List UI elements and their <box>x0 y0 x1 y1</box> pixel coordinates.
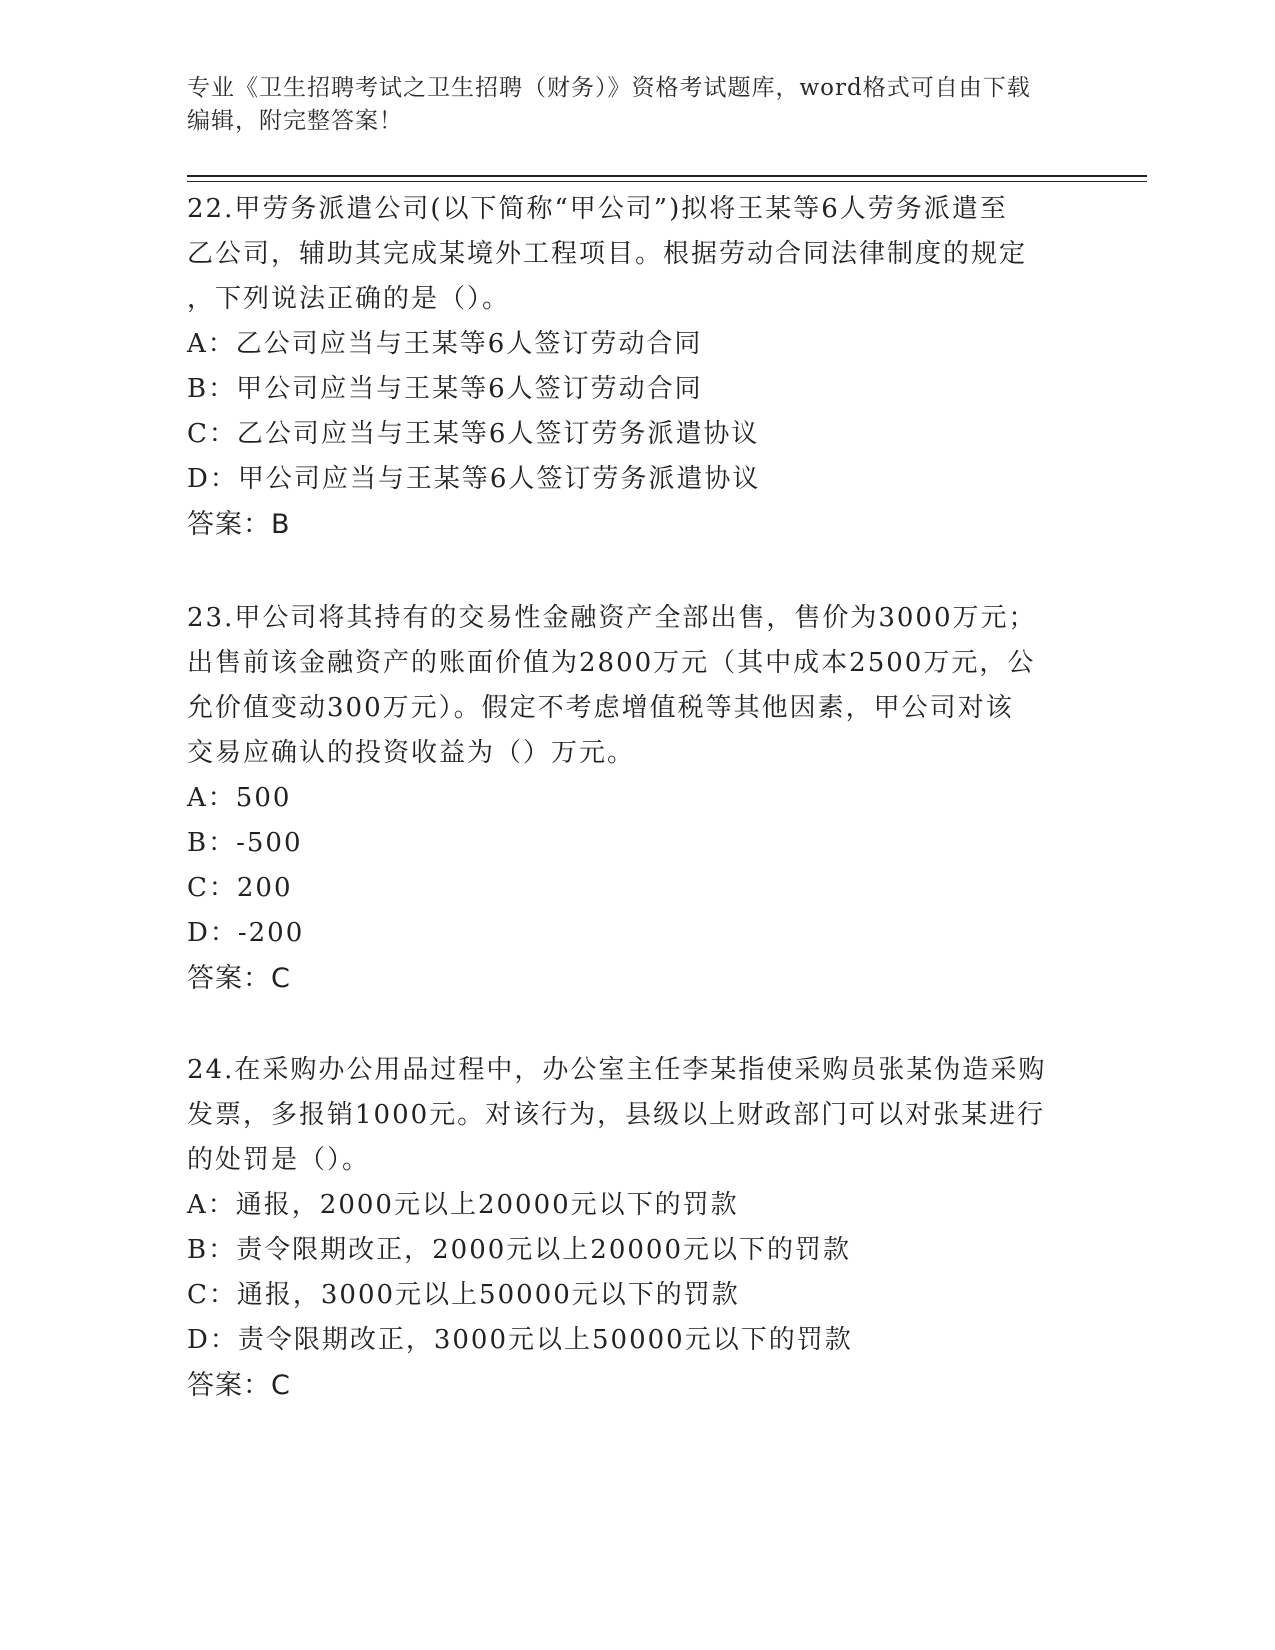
option-a: A：乙公司应当与王某等6人签订劳动合同 <box>187 329 703 359</box>
question-stem-line: 的处罚是（）。 <box>187 1145 371 1175</box>
answer-label: 答案：B <box>187 509 291 540</box>
option-d: D：甲公司应当与王某等6人签订劳务派遣协议 <box>187 464 761 494</box>
question-stem-line: 出售前该金融资产的账面价值为2800万元（其中成本2500万元，公 <box>187 648 1036 678</box>
question-stem-line: 乙公司，辅助其完成某境外工程项目。根据劳动合同法律制度的规定 <box>187 239 1028 269</box>
option-b: B：责令限期改正，2000元以上20000元以下的罚款 <box>187 1235 851 1265</box>
option-c: C：200 <box>187 873 293 903</box>
option-a: A：通报，2000元以上20000元以下的罚款 <box>187 1190 739 1220</box>
answer-label: 答案：C <box>187 1370 291 1401</box>
option-d: D：责令限期改正，3000元以上50000元以下的罚款 <box>187 1325 853 1355</box>
question-stem-line: ，下列说法正确的是（）。 <box>187 284 511 314</box>
header-line-2: 编辑，附完整答案！ <box>187 108 403 134</box>
question-stem-line: 允价值变动300万元）。假定不考虑增值税等其他因素，甲公司对该 <box>187 693 1014 723</box>
header-divider-thick <box>187 175 1147 177</box>
question-stem-line: 23.甲公司将其持有的交易性金融资产全部出售，售价为3000万元； <box>187 603 1037 633</box>
question-22 <box>187 187 1067 547</box>
header-line-1: 专业《卫生招聘考试之卫生招聘（财务）》资格考试题库，word格式可自由下载 <box>187 75 1031 101</box>
question-24 <box>187 1048 1067 1408</box>
question-stem-line: 24.在采购办公用品过程中，办公室主任李某指使采购员张某伪造采购 <box>187 1055 1047 1085</box>
question-stem-line: 发票，多报销1000元。对该行为，县级以上财政部门可以对张某进行 <box>187 1100 1046 1130</box>
option-c: C：乙公司应当与王某等6人签订劳务派遣协议 <box>187 419 760 449</box>
answer-label: 答案：C <box>187 963 291 994</box>
option-b: B：甲公司应当与王某等6人签订劳动合同 <box>187 374 703 404</box>
option-c: C：通报，3000元以上50000元以下的罚款 <box>187 1280 740 1310</box>
question-23 <box>187 596 1067 1001</box>
option-d: D：-200 <box>187 918 305 948</box>
option-a: A：500 <box>187 783 292 813</box>
header-divider-thin <box>187 181 1147 182</box>
option-b: B：-500 <box>187 828 303 858</box>
question-stem-line: 交易应确认的投资收益为（）万元。 <box>187 738 636 768</box>
document-header <box>187 72 1087 138</box>
question-stem-line: 22.甲劳务派遣公司(以下简称“甲公司”)拟将王某等6人劳务派遣至 <box>187 194 1008 224</box>
